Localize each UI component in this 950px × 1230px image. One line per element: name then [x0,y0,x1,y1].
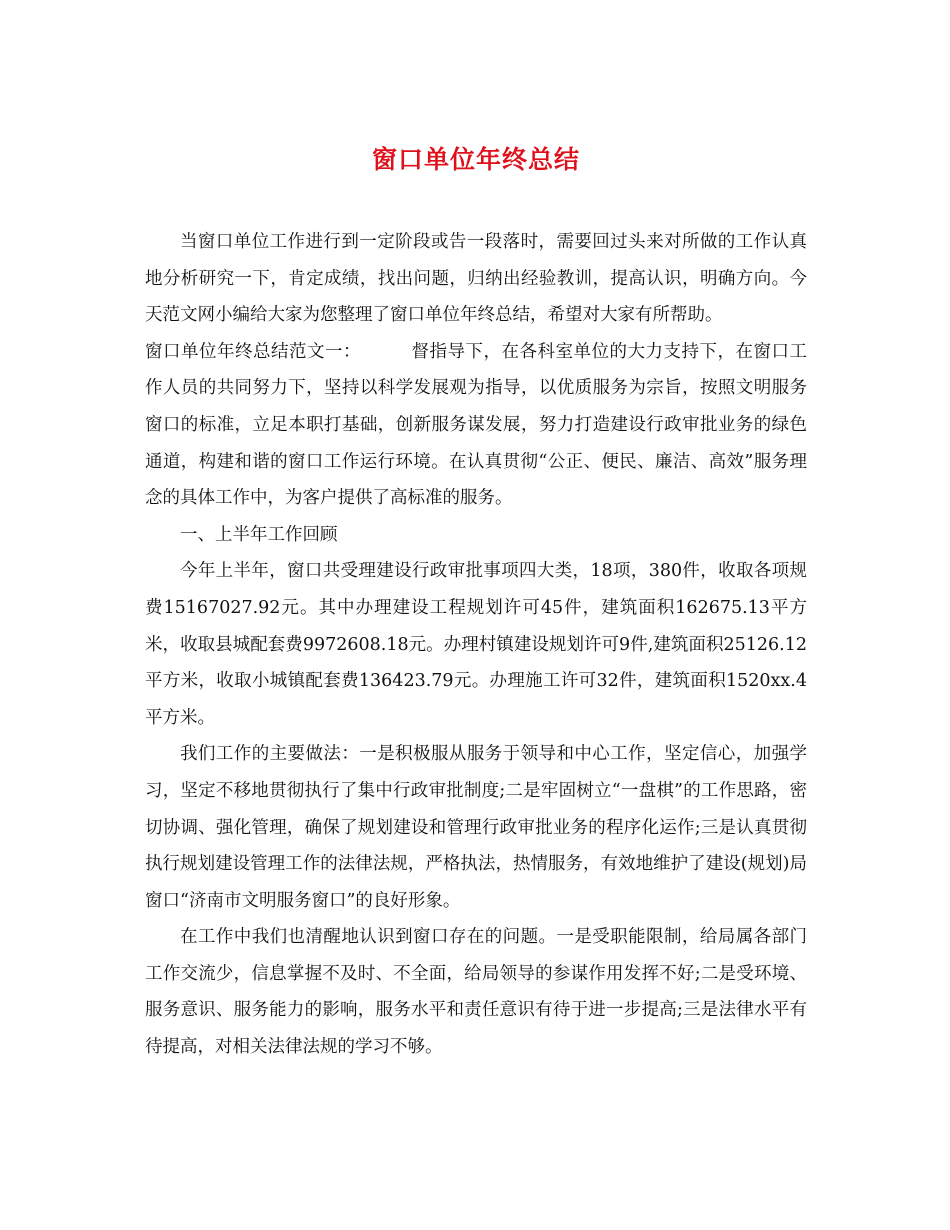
document-title: 窗口单位年终总结 [371,145,580,174]
stats-paragraph: 今年上半年，窗口共受理建设行政审批事项四大类，18项，380件，收取各项规费15167027.92元。其中办理建设工程规划许可45件，建筑面积162675.13平方米，收取县城配套费9972608.18元。办理村镇建设规划许可9件,建筑面积25126.12平方米，收取小城镇配套费136423.79元。办理施工许可32件，建筑面积1520xx.4平方米。 [145,561,807,728]
methods-paragraph: 我们工作的主要做法：一是积极服从服务于领导和中心工作，坚定信心，加强学习，坚定不移地贯彻执行了集中行政审批制度;二是牢固树立“一盘棋”的工作思路，密切协调、强化管理，确保了规划建设和管理行政审批业务的程序化运作;三是认真贯彻执行规划建设管理工作的法律法规，严格执法，热情服务，有效地维护了建设(规划)局窗口“济南市文明服务窗口”的良好形象。 [145,744,807,911]
sample-label: 窗口单位年终总结范文一： [145,341,361,362]
sample-text: 督指导下，在各科室单位的大力支持下，在窗口工作人员的共同努力下，坚持以科学发展观为指导，以优质服务为宗旨，按照文明服务窗口的标准，立足本职打基础，创新服务谋发展，努力打造建设行政审批业务的绿色通道，构建和谐的窗口工作运行环境。在认真贯彻“公正、便民、廉洁、高效”服务理念的具体工作中，为客户提供了高标准的服务。 [145,341,807,509]
intro-paragraph: 当窗口单位工作进行到一定阶段或告一段落时，需要回过头来对所做的工作认真地分析研究一下，肯定成绩，找出问题，归纳出经验教训，提高认识，明确方向。今天范文网小编给大家为您整理了窗口单位年终总结，希望对大家有所帮助。 [145,232,807,326]
problems-paragraph: 在工作中我们也清醒地认识到窗口存在的问题。一是受职能限制，给局属各部门工作交流少，信息掌握不及时、不全面，给局领导的参谋作用发挥不好;二是受环境、服务意识、服务能力的影响，服务水平和责任意识有待于进一步提高;三是法律水平有待提高，对相关法律法规的学习不够。 [145,927,807,1058]
section-heading: 一、上半年工作回顾 [180,524,338,545]
sample-paragraph [145,334,807,517]
document-page [145,140,807,1066]
